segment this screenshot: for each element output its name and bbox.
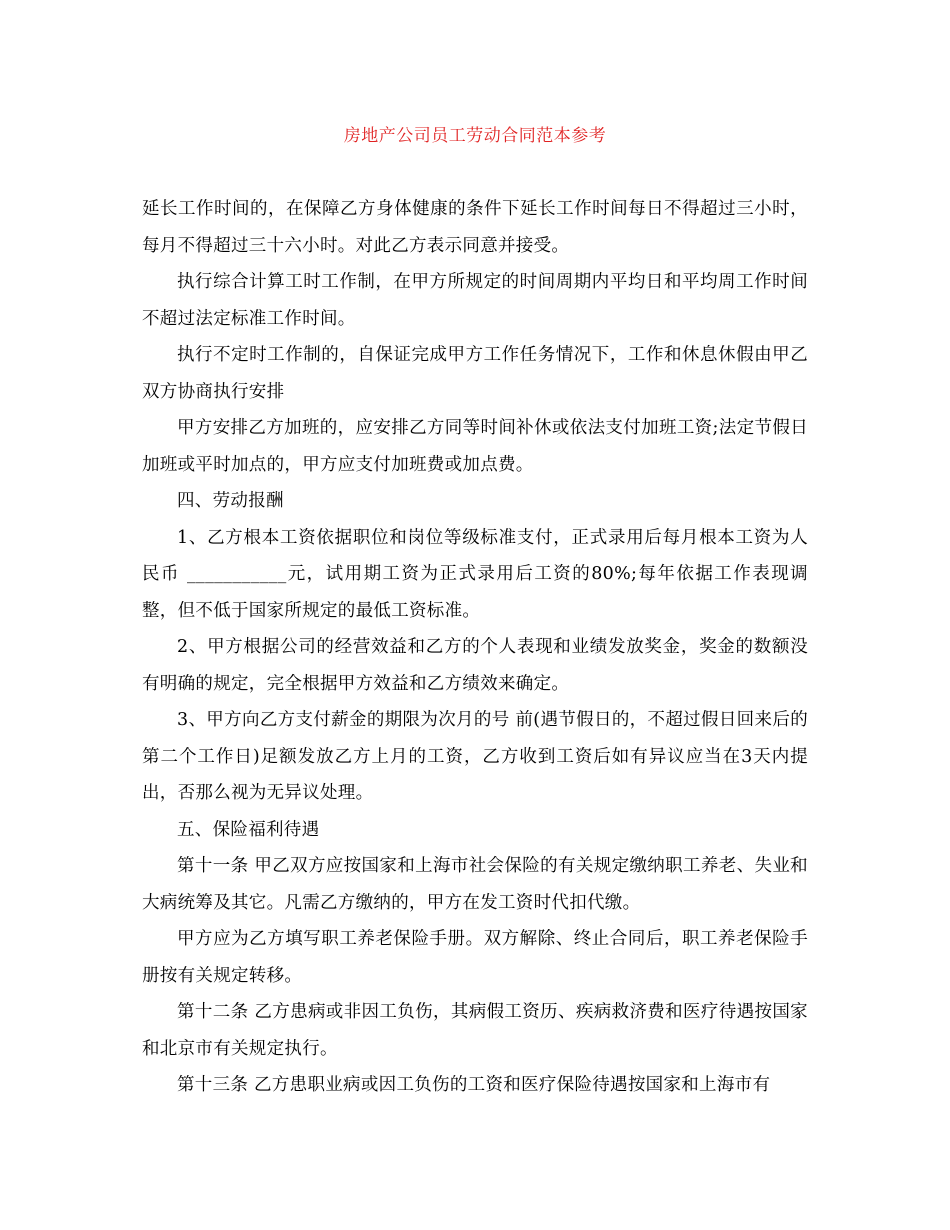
paragraph-flexible-hours: 执行不定时工作制的，自保证完成甲方工作任务情况下，工作和休息休假由甲乙双方协商执行安排 — [142, 345, 808, 402]
paragraph-overtime-pay: 甲方安排乙方加班的，应安排乙方同等时间补休或依法支付加班工资;法定节假日加班或平时加点的，甲方应支付加班费或加点费。 — [142, 418, 808, 475]
section-heading-insurance: 五、保险福利待遇 — [177, 819, 320, 840]
paragraph-pay-date: 3、甲方向乙方支付薪金的期限为次月的号 前(遇节假日的，不超过假日回来后的第二个工作日)足额发放乙方上月的工资，乙方收到工资后如有异议应当在3天内提出，否那么视为无异议处理。 — [142, 710, 808, 803]
paragraph-base-salary: 1、乙方根本工资依据职位和岗位等级标准支付，正式录用后每月根本工资为人民币 ___________元，试用期工资为正式录用后工资的80%;每年依据工作表现调整，但不低于国家所规定的最低工资标准。 — [142, 527, 808, 621]
paragraph-overtime-limit: 延长工作时间的，在保障乙方身体健康的条件下延长工作时间每日不得超过三小时，每月不得超过三十六小时。对此乙方表示同意并接受。 — [142, 199, 808, 256]
paragraph-article-12: 第十二条 乙方患病或非因工负伤，其病假工资历、疾病救济费和医疗待遇按国家和北京市有关规定执行。 — [142, 1002, 808, 1059]
paragraph-pension-book: 甲方应为乙方填写职工养老保险手册。双方解除、终止合同后，职工养老保险手册按有关规定转移。 — [142, 929, 808, 986]
section-heading-remuneration: 四、劳动报酬 — [177, 491, 284, 511]
paragraph-article-11: 第十一条 甲乙双方应按国家和上海市社会保险的有关规定缴纳职工养老、失业和大病统筹及其它。凡需乙方缴纳的，甲方在发工资时代扣代缴。 — [142, 856, 808, 913]
document-title: 房地产公司员工劳动合同范本参考 — [343, 126, 607, 146]
paragraph-bonus: 2、甲方根据公司的经营效益和乙方的个人表现和业绩发放奖金，奖金的数额没有明确的规定，完全根据甲方效益和乙方绩效来确定。 — [142, 637, 808, 694]
paragraph-comprehensive-hours: 执行综合计算工时工作制，在甲方所规定的时间周期内平均日和平均周工作时间不超过法定标准工作时间。 — [142, 272, 808, 329]
document-body — [142, 191, 808, 1104]
paragraph-article-13: 第十三条 乙方患职业病或因工负伤的工资和医疗保险待遇按国家和上海市有 — [177, 1075, 771, 1095]
